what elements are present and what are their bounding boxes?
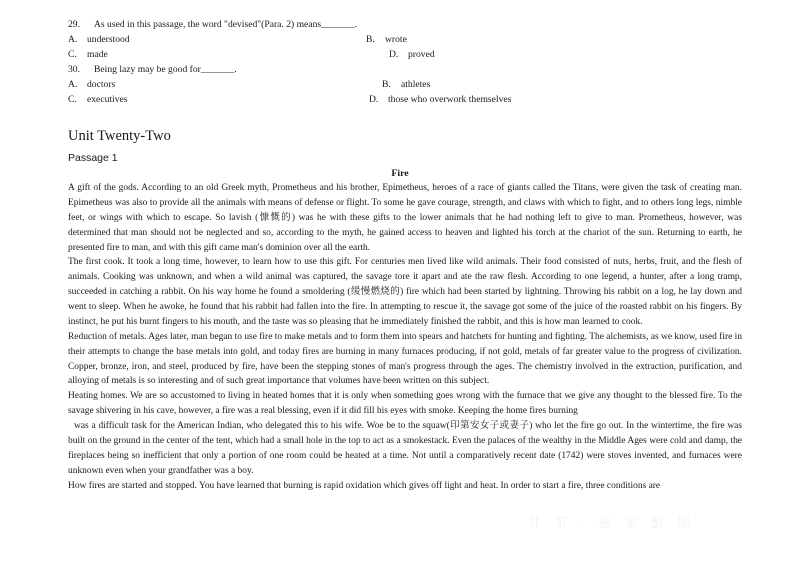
watermark: 井 节 · 独 家 整 理 bbox=[528, 515, 695, 530]
option-letter: C. bbox=[68, 49, 77, 60]
unit-title: Unit Twenty-Two bbox=[68, 128, 171, 144]
option-letter: D. bbox=[369, 94, 379, 105]
option-29c bbox=[68, 49, 108, 61]
option-letter: B. bbox=[382, 79, 391, 90]
option-30a bbox=[68, 79, 115, 91]
option-text: made bbox=[87, 49, 108, 60]
option-29a bbox=[68, 34, 130, 46]
article-title: Fire bbox=[391, 168, 409, 179]
paragraph-first-cook: The first cook. It took a long time, however, to learn how to use this gift. For centuries men lived like wild animals. Their food consisted of nuts, herbs, fruit, and the flesh of animals. Cooking was unknown, and when a wild animal was captured, the savage tore it apart and ate the raw flesh. According to one legend, a hunter, after a long tramp, succeeded in catching a rabbit. On his way home he found a smoldering (缓慢燃烧的) fire which had been started by lightning. Throwing his rabbit on a log, he lay down and went to sleep. When he awoke, he found that his rabbit had fallen into the fire. In attempting to rescue it, the savage got some of the juice of the roasted rabbit on his fingers. By instinct, he put his burnt fingers to his mouth, and the taste was so pleasing that he immediately finished the rabbit, and this is how man learned to cook. bbox=[68, 257, 742, 327]
question-stem: Being lazy may be good for_______. bbox=[94, 64, 237, 75]
option-30b bbox=[382, 79, 430, 91]
option-text: athletes bbox=[401, 79, 431, 90]
option-text: understood bbox=[87, 34, 130, 45]
article-body bbox=[68, 181, 742, 493]
question-number: 29. bbox=[68, 19, 80, 30]
option-letter: D. bbox=[389, 49, 399, 60]
option-text: wrote bbox=[385, 34, 407, 45]
option-text: executives bbox=[87, 94, 128, 105]
paragraph-reduction-of-metals: Reduction of metals. Ages later, man began to use fire to make metals and to form them into spears and hatchets for hunting and fighting. The alchemists, as we know, used fire in their attempts to change the base metals into gold, and today fires are burning in many furnaces producing, if not gold, metals of far greater value to the progress of civilization. Copper, bronze, iron, and steel, produced by fire, have been the stepping stones of man's progress through the ages. The chemistry involved in the extraction, purification, and alloying of metals is so interesting and of such great importance that volumes have been written on this subject. bbox=[68, 331, 742, 387]
question-29 bbox=[68, 19, 357, 31]
option-text: those who overwork themselves bbox=[388, 94, 512, 105]
question-30 bbox=[68, 64, 237, 76]
option-29d bbox=[389, 49, 435, 61]
paragraph-gift-of-the-gods: A gift of the gods. According to an old Greek myth, Prometheus and his brother, Epimetheus, heroes of a race of giants called the Titans, were given the task of creating man. Epimetheus was also to provide all the animals with means of defense or flight. To some he gave courage, strength, and claws with which to fight, and to others long legs, nimble feet, or wings with which to escape. So lavish (慷慨的) was he with these gifts to the lower animals that he had nothing left to give to man. Prometheus, however, was determined that man should not be neglected and so, according to the myth, he gained access to heaven and lighted his torch at the chariot of the sun. Returning to earth, he presented fire to man, and with this gift came man's dominion over all the earth. bbox=[68, 183, 742, 253]
question-stem: As used in this passage, the word "devised"(Para. 2) means_______. bbox=[94, 19, 358, 30]
option-text: proved bbox=[408, 49, 435, 60]
option-letter: A. bbox=[68, 79, 78, 90]
option-letter: A. bbox=[68, 34, 78, 45]
option-29b bbox=[366, 34, 407, 46]
paragraph-heating-homes-continued: was a difficult task for the American Indian, who delegated this to his wife. Woe be to the squaw(印第安女子或妻子) who let the fire go out. In the wintertime, the fire was built on the ground in the center of the tent, which had a small hole in the top to act as a smokestack. Even the palaces of the wealthy in the Middle Ages were cold and damp, the fireplaces being so inefficient that only a portion of one room could be heated at a time. Not until a comparatively recent date (1742) were stoves invented, and furnaces were unknown even when your grandfather was a boy. bbox=[68, 421, 742, 476]
paragraph-heating-homes: Heating homes. We are so accustomed to living in heated homes that it is only when something goes wrong with the furnace that we give any thought to the blessed fire. To the savage shivering in his cave, however, a fire was a real blessing, even if it did fill his eyes with smoke. Keeping the home fires burning bbox=[68, 391, 742, 417]
option-letter: C. bbox=[68, 94, 77, 105]
option-30d bbox=[369, 94, 511, 106]
paragraph-starting-fires: How fires are started and stopped. You have learned that burning is rapid oxidation which gives off light and heat. In order to start a fire, three conditions are bbox=[68, 480, 661, 491]
passage-label: Passage 1 bbox=[68, 152, 118, 164]
option-30c bbox=[68, 94, 128, 106]
option-letter: B. bbox=[366, 34, 375, 45]
option-text: doctors bbox=[87, 79, 116, 90]
question-number: 30. bbox=[68, 64, 80, 75]
